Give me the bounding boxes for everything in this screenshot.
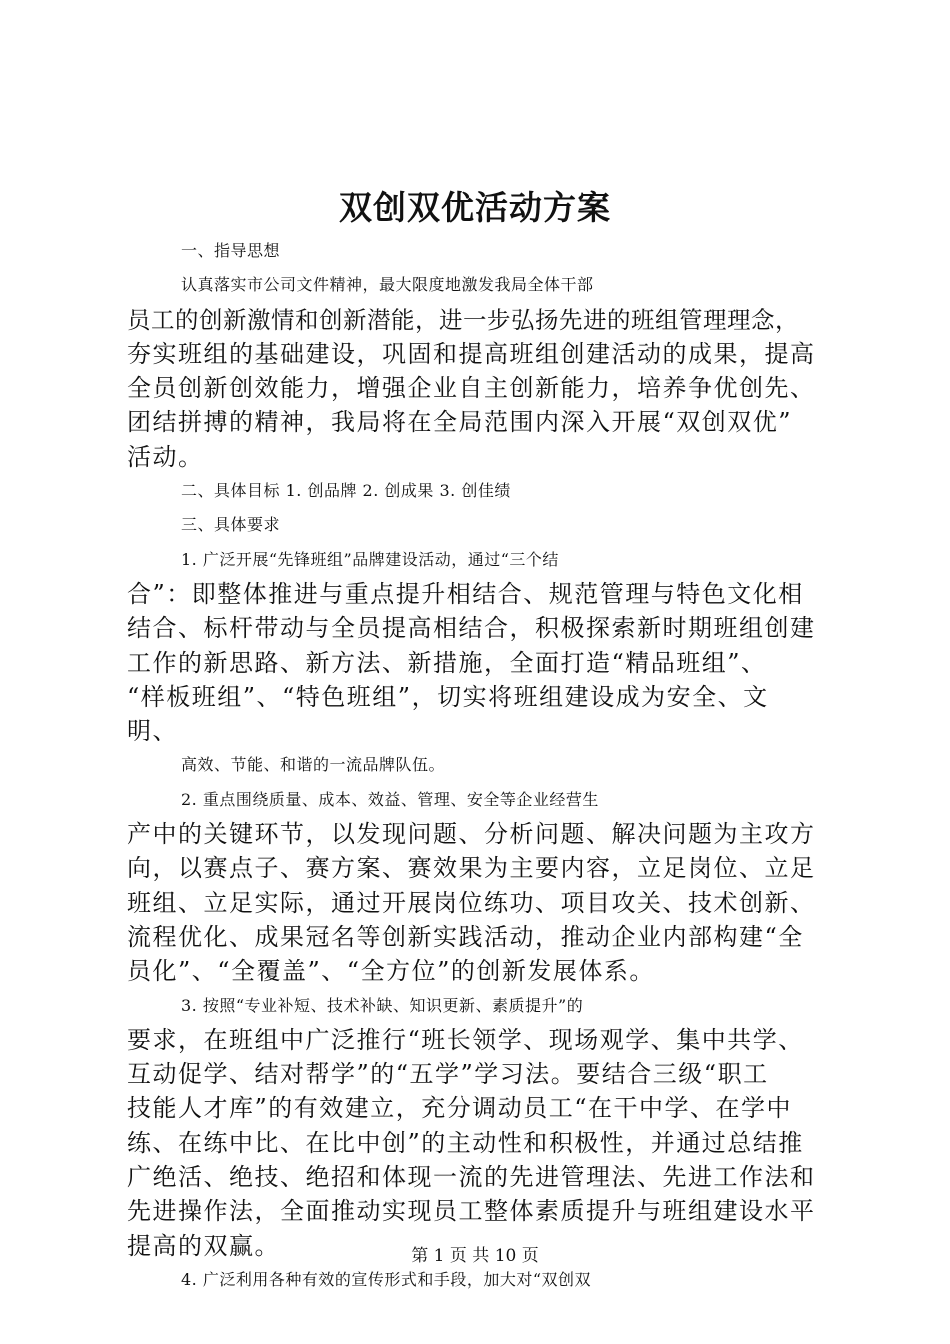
body-line: 高效、节能、和谐的一流品牌队伍。	[181, 755, 446, 775]
body-line: 认真落实市公司文件精神，最大限度地激发我局全体干部	[181, 275, 594, 295]
body-line: 流程优化、成果冠名等创新实践活动，推动企业内部构建“全	[127, 922, 804, 951]
body-line: 3. 按照“专业补短、技术补缺、知识更新、素质提升”的	[181, 995, 584, 1015]
body-line: “样板班组”、“特色班组”，切实将班组建设成为安全、文	[127, 682, 769, 711]
document-body	[127, 234, 827, 1297]
body-line: 广绝活、绝技、绝招和体现一流的先进管理法、先进工作法和	[127, 1163, 816, 1192]
body-line: 合”：即整体推进与重点提升相结合、规范管理与特色文化相	[127, 579, 804, 608]
body-line: 1. 广泛开展“先锋班组”品牌建设活动，通过“三个结	[181, 549, 559, 569]
body-line: 要求，在班组中广泛推行“班长领学、现场观学、集中共学、	[127, 1025, 804, 1054]
body-line: 先进操作法，全面推动实现员工整体素质提升与班组建设水平	[127, 1197, 816, 1226]
body-line: 结合、标杆带动与全员提高相结合，积极探索新时期班组创建	[127, 614, 816, 643]
body-line: 团结拼搏的精神，我局将在全局范围内深入开展“双创双优”	[127, 408, 793, 437]
body-line: 向，以赛点子、赛方案、赛效果为主要内容，立足岗位、立足	[127, 854, 816, 883]
body-line: 工作的新思路、新方法、新措施，全面打造“精品班组”、	[127, 648, 767, 677]
body-line: 班组、立足实际，通过开展岗位练功、项目攻关、技术创新、	[127, 888, 816, 917]
body-line: 产中的关键环节，以发现问题、分析问题、解决问题为主攻方	[127, 820, 816, 849]
page-number-footer: 第 1 页 共 10 页	[411, 1246, 539, 1266]
body-line: 全员创新创效能力，增强企业自主创新能力，培养争优创先、	[127, 374, 816, 403]
body-line: 夯实班组的基础建设，巩固和提高班组创建活动的成果，提高	[127, 339, 816, 368]
document-title: 双创双优活动方案	[339, 188, 611, 227]
body-line: 明、	[127, 717, 178, 746]
body-line: 提高的双赢。	[127, 1231, 280, 1260]
body-line: 练、在练中比、在比中创”的主动性和积极性，并通过总结推	[127, 1128, 804, 1157]
body-line: 员化”、“全覆盖”、“全方位”的创新发展体系。	[127, 957, 655, 986]
body-line: 活动。	[127, 442, 204, 471]
body-line: 4. 广泛利用各种有效的宣传形式和手段，加大对“双创双	[181, 1269, 592, 1289]
body-line: 三、具体要求	[181, 515, 281, 535]
body-line: 一、指导思想	[181, 241, 281, 260]
body-line: 二、具体目标 1. 创品牌 2. 创成果 3. 创佳绩	[181, 481, 511, 501]
body-line: 互动促学、结对帮学”的“五学”学习法。要结合三级“职工	[127, 1060, 769, 1089]
body-line: 员工的创新激情和创新潜能，进一步弘扬先进的班组管理理念，	[127, 305, 799, 334]
body-line: 技能人才库”的有效建立，充分调动员工“在干中学、在学中	[127, 1094, 793, 1123]
body-line: 2. 重点围绕质量、成本、效益、管理、安全等企业经营生	[181, 789, 599, 809]
